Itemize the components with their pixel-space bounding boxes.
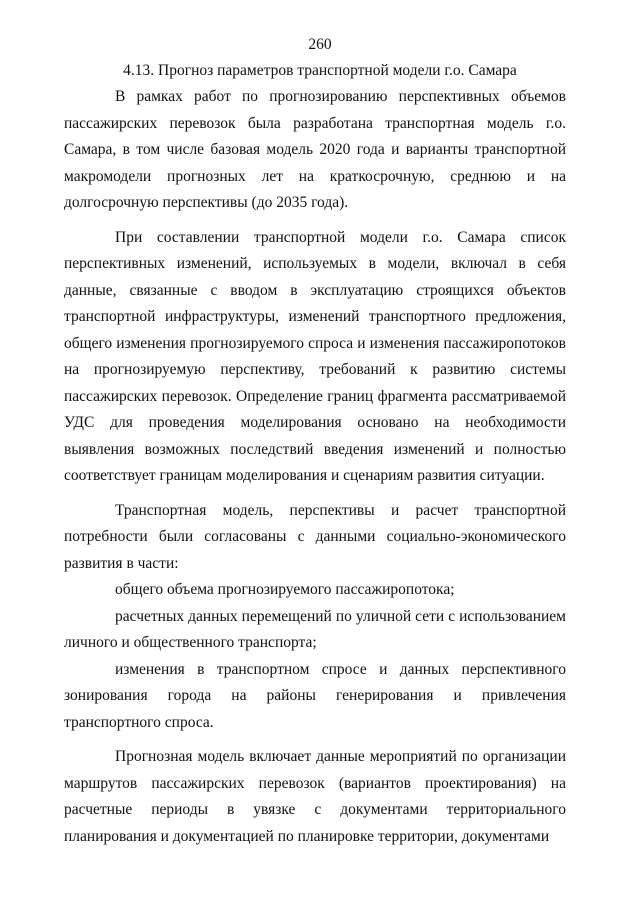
paragraph-coordination: Транспортная модель, перспективы и расчет транспортной потребности были согласованы с данными социально-экономического развития в части: (64, 501, 566, 572)
page-number: 260 (308, 36, 332, 53)
section-heading: 4.13. Прогноз параметров транспортной модели г.о. Самара (123, 62, 517, 79)
paragraph-forecast-model: Прогнозная модель включает данные мероприятий по организации маршрутов пассажирских перевозок (вариантов проектирования) на расчетные периоды в увязке с документами территориального планирования и документацией по планировке территории, документами (64, 748, 566, 845)
paragraph-model-changes: При составлении транспортной модели г.о. Самара список перспективных изменений, используемых в модели, включал в себя данные, связанные с вводом в эксплуатацию строящихся объектов транспортной инфраструктуры, изменений транспортного предложения, общего изменения прогнозируемого спроса и изменения пассажиропотоков на прогнозируемую перспективу, требований к развитию системы пассажирских перевозок. Определение границ фрагмента рассматриваемой УДС для проведения моделирования основано на необходимости выявления возможных последствий введения изменений и полностью соответствует границам моделирования и сценариям развития ситуации. (64, 228, 566, 484)
document-body (64, 84, 566, 850)
list-item-transport-demand: изменения в транспортном спросе и данных перспективного зонирования города на районы генерирования и привлечения транспортного спроса. (64, 660, 566, 731)
list-item-passenger-flow: общего объема прогнозируемого пассажиропотока; (115, 581, 455, 598)
list-item-street-network: расчетных данных перемещений по уличной сети с использованием личного и общественного транспорта; (64, 607, 566, 651)
paragraph-modeling-overview: В рамках работ по прогнозированию перспективных объемов пассажирских перевозок была разработана транспортная модель г.о. Самара, в том числе базовая модель 2020 года и варианты транспортной макромодели прогнозных лет на краткосрочную, среднюю и на долгосрочную перспективы (до 2035 года). (64, 88, 566, 211)
